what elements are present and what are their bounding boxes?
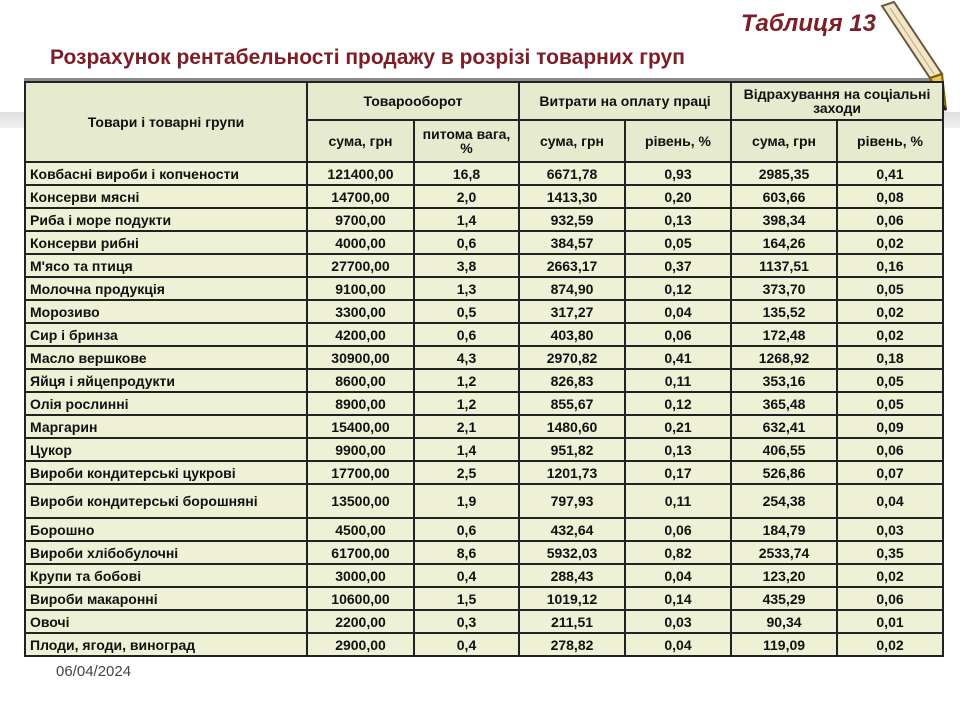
value-cell: 17700,00 xyxy=(307,461,414,484)
value-cell: 3300,00 xyxy=(307,300,414,323)
goods-name-cell: Борошно xyxy=(25,518,307,541)
goods-name-cell: Вироби хлібобулочні xyxy=(25,541,307,564)
value-cell: 172,48 xyxy=(731,323,837,346)
value-cell: 2200,00 xyxy=(307,610,414,633)
value-cell: 1413,30 xyxy=(519,185,625,208)
table-row xyxy=(25,415,943,438)
table-row xyxy=(25,277,943,300)
table-row xyxy=(25,564,943,587)
goods-name-cell: Плоди, ягоди, виноград xyxy=(25,633,307,656)
value-cell: 1201,73 xyxy=(519,461,625,484)
goods-name-cell: Вироби макаронні xyxy=(25,587,307,610)
table-row xyxy=(25,484,943,518)
value-cell: 0,20 xyxy=(625,185,731,208)
value-cell: 1,3 xyxy=(414,277,519,300)
table-row xyxy=(25,369,943,392)
value-cell: 0,12 xyxy=(625,392,731,415)
table-row xyxy=(25,438,943,461)
value-cell: 365,48 xyxy=(731,392,837,415)
value-cell: 0,04 xyxy=(837,484,943,518)
value-cell: 2,1 xyxy=(414,415,519,438)
value-cell: 0,41 xyxy=(625,346,731,369)
value-cell: 0,02 xyxy=(837,300,943,323)
value-cell: 0,06 xyxy=(837,438,943,461)
value-cell: 0,05 xyxy=(837,277,943,300)
value-cell: 0,04 xyxy=(625,564,731,587)
slide-date: 06/04/2024 xyxy=(56,663,132,680)
value-cell: 30900,00 xyxy=(307,346,414,369)
value-cell: 0,06 xyxy=(837,587,943,610)
value-cell: 526,86 xyxy=(731,461,837,484)
value-cell: 0,11 xyxy=(625,369,731,392)
header-labor: Витрати на оплату праці xyxy=(519,82,731,120)
goods-name-cell: Консерви рибні xyxy=(25,231,307,254)
value-cell: 1,9 xyxy=(414,484,519,518)
table-row xyxy=(25,346,943,369)
subheader-turnover-share: питома вага, % xyxy=(414,120,519,162)
value-cell: 0,04 xyxy=(625,633,731,656)
table-row xyxy=(25,231,943,254)
value-cell: 4000,00 xyxy=(307,231,414,254)
page-title: Розрахунок рентабельності продажу в розрізі товарних груп xyxy=(50,46,685,69)
value-cell: 123,20 xyxy=(731,564,837,587)
goods-name-cell: М'ясо та птиця xyxy=(25,254,307,277)
value-cell: 0,05 xyxy=(625,231,731,254)
header-turnover: Товарооборот xyxy=(307,82,519,120)
value-cell: 0,6 xyxy=(414,231,519,254)
value-cell: 0,02 xyxy=(837,633,943,656)
goods-name-cell: Яйця і яйцепродукти xyxy=(25,369,307,392)
value-cell: 632,41 xyxy=(731,415,837,438)
table-row xyxy=(25,208,943,231)
value-cell: 0,06 xyxy=(837,208,943,231)
value-cell: 2,5 xyxy=(414,461,519,484)
value-cell: 0,41 xyxy=(837,162,943,185)
value-cell: 8600,00 xyxy=(307,369,414,392)
value-cell: 14700,00 xyxy=(307,185,414,208)
value-cell: 254,38 xyxy=(731,484,837,518)
value-cell: 119,09 xyxy=(731,633,837,656)
value-cell: 0,01 xyxy=(837,610,943,633)
value-cell: 0,3 xyxy=(414,610,519,633)
value-cell: 3,8 xyxy=(414,254,519,277)
value-cell: 27700,00 xyxy=(307,254,414,277)
value-cell: 0,17 xyxy=(625,461,731,484)
value-cell: 0,21 xyxy=(625,415,731,438)
goods-name-cell: Сир і бринза xyxy=(25,323,307,346)
subheader-social-sum: сума, грн xyxy=(731,120,837,162)
value-cell: 0,93 xyxy=(625,162,731,185)
value-cell: 0,06 xyxy=(625,323,731,346)
value-cell: 9900,00 xyxy=(307,438,414,461)
value-cell: 403,80 xyxy=(519,323,625,346)
value-cell: 1480,60 xyxy=(519,415,625,438)
value-cell: 5932,03 xyxy=(519,541,625,564)
value-cell: 13500,00 xyxy=(307,484,414,518)
value-cell: 0,4 xyxy=(414,633,519,656)
value-cell: 2900,00 xyxy=(307,633,414,656)
value-cell: 0,12 xyxy=(625,277,731,300)
subheader-turnover-sum: сума, грн xyxy=(307,120,414,162)
value-cell: 0,02 xyxy=(837,564,943,587)
goods-name-cell: Ковбасні вироби і копчености xyxy=(25,162,307,185)
table-row xyxy=(25,541,943,564)
value-cell: 874,90 xyxy=(519,277,625,300)
header-goods: Товари і товарні групи xyxy=(25,82,307,162)
value-cell: 406,55 xyxy=(731,438,837,461)
value-cell: 164,26 xyxy=(731,231,837,254)
value-cell: 0,04 xyxy=(625,300,731,323)
value-cell: 2970,82 xyxy=(519,346,625,369)
goods-name-cell: Олія рослинні xyxy=(25,392,307,415)
value-cell: 398,34 xyxy=(731,208,837,231)
value-cell: 278,82 xyxy=(519,633,625,656)
value-cell: 1,4 xyxy=(414,208,519,231)
value-cell: 797,93 xyxy=(519,484,625,518)
value-cell: 8900,00 xyxy=(307,392,414,415)
table-row xyxy=(25,185,943,208)
value-cell: 0,03 xyxy=(837,518,943,541)
goods-name-cell: Консерви мясні xyxy=(25,185,307,208)
table-row xyxy=(25,392,943,415)
value-cell: 0,14 xyxy=(625,587,731,610)
value-cell: 0,35 xyxy=(837,541,943,564)
value-cell: 135,52 xyxy=(731,300,837,323)
table-row xyxy=(25,633,943,656)
value-cell: 2985,35 xyxy=(731,162,837,185)
value-cell: 0,6 xyxy=(414,518,519,541)
subheader-labor-level: рівень, % xyxy=(625,120,731,162)
value-cell: 435,29 xyxy=(731,587,837,610)
value-cell: 2663,17 xyxy=(519,254,625,277)
table-row xyxy=(25,518,943,541)
value-cell: 0,09 xyxy=(837,415,943,438)
value-cell: 211,51 xyxy=(519,610,625,633)
value-cell: 61700,00 xyxy=(307,541,414,564)
value-cell: 951,82 xyxy=(519,438,625,461)
profitability-table xyxy=(24,81,944,657)
value-cell: 603,66 xyxy=(731,185,837,208)
value-cell: 9700,00 xyxy=(307,208,414,231)
goods-name-cell: Молочна продукція xyxy=(25,277,307,300)
value-cell: 4,3 xyxy=(414,346,519,369)
value-cell: 0,37 xyxy=(625,254,731,277)
value-cell: 15400,00 xyxy=(307,415,414,438)
value-cell: 0,18 xyxy=(837,346,943,369)
table-row xyxy=(25,162,943,185)
value-cell: 1268,92 xyxy=(731,346,837,369)
value-cell: 0,5 xyxy=(414,300,519,323)
value-cell: 0,08 xyxy=(837,185,943,208)
goods-name-cell: Цукор xyxy=(25,438,307,461)
goods-name-cell: Вироби кондитерські борошняні xyxy=(25,484,307,518)
value-cell: 1,5 xyxy=(414,587,519,610)
goods-name-cell: Овочі xyxy=(25,610,307,633)
value-cell: 1137,51 xyxy=(731,254,837,277)
table-row xyxy=(25,610,943,633)
value-cell: 826,83 xyxy=(519,369,625,392)
value-cell: 1,2 xyxy=(414,392,519,415)
value-cell: 0,07 xyxy=(837,461,943,484)
goods-name-cell: Маргарин xyxy=(25,415,307,438)
value-cell: 317,27 xyxy=(519,300,625,323)
value-cell: 0,06 xyxy=(625,518,731,541)
value-cell: 432,64 xyxy=(519,518,625,541)
subheader-social-level: рівень, % xyxy=(837,120,943,162)
value-cell: 4500,00 xyxy=(307,518,414,541)
header-social: Відрахування на соціальні заходи xyxy=(731,82,943,120)
table-row xyxy=(25,587,943,610)
value-cell: 1019,12 xyxy=(519,587,625,610)
goods-name-cell: Крупи та бобові xyxy=(25,564,307,587)
table-body xyxy=(25,162,943,656)
value-cell: 16,8 xyxy=(414,162,519,185)
goods-name-cell: Масло вершкове xyxy=(25,346,307,369)
value-cell: 373,70 xyxy=(731,277,837,300)
goods-name-cell: Морозиво xyxy=(25,300,307,323)
subheader-labor-sum: сума, грн xyxy=(519,120,625,162)
value-cell: 6671,78 xyxy=(519,162,625,185)
value-cell: 0,05 xyxy=(837,392,943,415)
value-cell: 2,0 xyxy=(414,185,519,208)
goods-name-cell: Вироби кондитерські цукрові xyxy=(25,461,307,484)
value-cell: 0,05 xyxy=(837,369,943,392)
table-row xyxy=(25,323,943,346)
value-cell: 0,16 xyxy=(837,254,943,277)
value-cell: 8,6 xyxy=(414,541,519,564)
value-cell: 0,4 xyxy=(414,564,519,587)
value-cell: 3000,00 xyxy=(307,564,414,587)
value-cell: 932,59 xyxy=(519,208,625,231)
value-cell: 0,11 xyxy=(625,484,731,518)
value-cell: 0,02 xyxy=(837,323,943,346)
table-label: Таблиця 13 xyxy=(740,10,876,37)
value-cell: 855,67 xyxy=(519,392,625,415)
goods-name-cell: Риба і море подукти xyxy=(25,208,307,231)
value-cell: 0,13 xyxy=(625,438,731,461)
value-cell: 0,03 xyxy=(625,610,731,633)
table-row xyxy=(25,461,943,484)
value-cell: 9100,00 xyxy=(307,277,414,300)
value-cell: 10600,00 xyxy=(307,587,414,610)
value-cell: 353,16 xyxy=(731,369,837,392)
value-cell: 90,34 xyxy=(731,610,837,633)
value-cell: 1,2 xyxy=(414,369,519,392)
value-cell: 384,57 xyxy=(519,231,625,254)
value-cell: 0,6 xyxy=(414,323,519,346)
value-cell: 2533,74 xyxy=(731,541,837,564)
value-cell: 1,4 xyxy=(414,438,519,461)
value-cell: 0,13 xyxy=(625,208,731,231)
value-cell: 184,79 xyxy=(731,518,837,541)
value-cell: 4200,00 xyxy=(307,323,414,346)
value-cell: 0,82 xyxy=(625,541,731,564)
value-cell: 0,02 xyxy=(837,231,943,254)
value-cell: 121400,00 xyxy=(307,162,414,185)
table-row xyxy=(25,254,943,277)
value-cell: 288,43 xyxy=(519,564,625,587)
table-row xyxy=(25,300,943,323)
